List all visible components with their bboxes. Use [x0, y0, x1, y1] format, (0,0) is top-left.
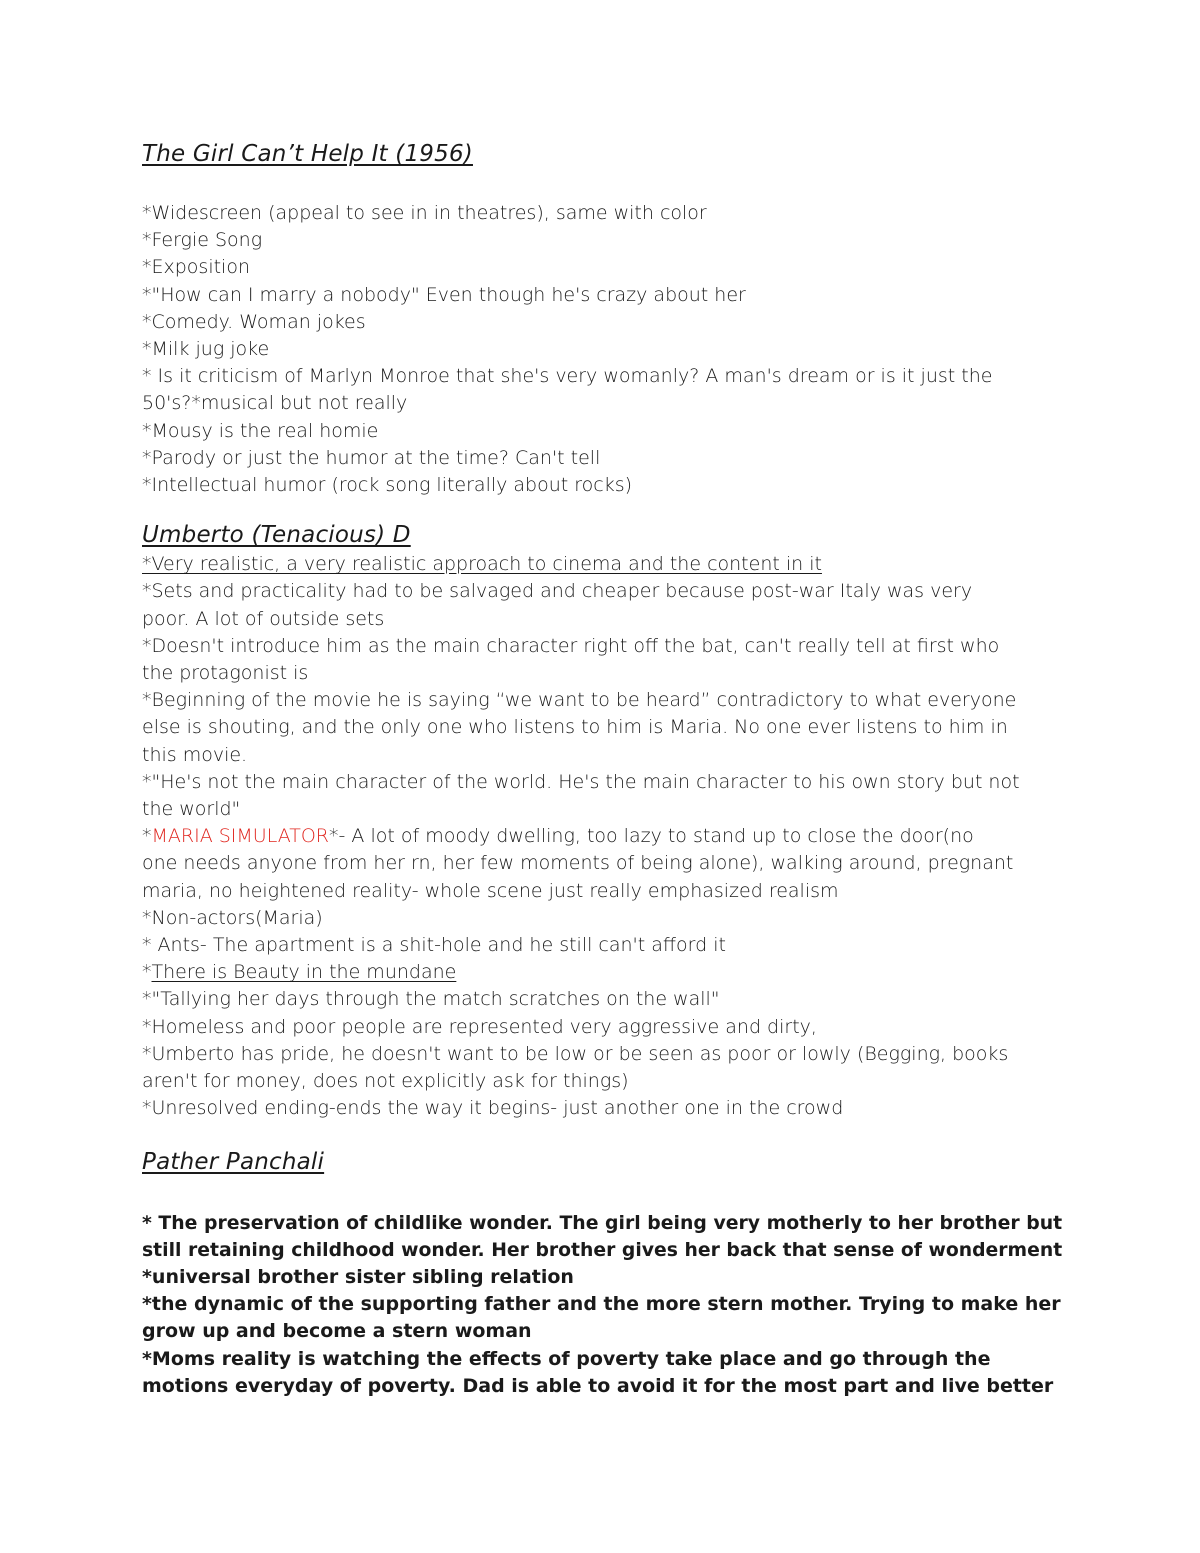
section-notes-girl-cant-help-it — [142, 200, 1062, 499]
note-line: *Sets and practicality had to be salvaged and cheaper because post-war Italy was very — [142, 580, 973, 603]
note-line-underlined: *Very realistic, a very realistic approach to cinema and the content in it — [142, 553, 822, 576]
note-line: *Non-actors(Maria) — [142, 906, 323, 929]
note-line: *Fergie Song — [142, 229, 263, 252]
note-line: *Umberto has pride, he doesn't want to be low or be seen as poor or lowly (Begging, books — [142, 1042, 1009, 1065]
note-line: grow up and become a stern woman — [142, 1320, 532, 1343]
note-line: *Mousy is the real homie — [142, 419, 379, 442]
note-line: *"Tallying her days through the match scratches on the wall" — [142, 988, 720, 1011]
note-line: *Unresolved ending-ends the way it begins- just another one in the crowd — [142, 1097, 844, 1120]
note-line: *Homeless and poor people are represented very aggressive and dirty, — [142, 1015, 817, 1038]
note-line: *Exposition — [142, 256, 251, 279]
note-line: aren't for money, does not explicitly ask for things) — [142, 1070, 629, 1093]
section-notes-pather-panchali — [142, 1210, 1062, 1400]
note-line: motions everyday of poverty. Dad is able to avoid it for the most part and live better — [142, 1374, 1054, 1397]
note-line: *"How can I marry a nobody" Even though he's crazy about her — [142, 283, 746, 306]
section-title-pather-panchali: Pather Panchali — [142, 1148, 325, 1175]
note-line: * The preservation of childlike wonder. The girl being very motherly to her brother but — [142, 1211, 1063, 1234]
maria-simulator-highlight: MARIA SIMULATOR — [151, 825, 330, 848]
note-line: else is shouting, and the only one who listens to him is Maria. No one ever listens to him in — [142, 716, 1008, 739]
section-notes-umberto-d — [142, 551, 1062, 1122]
note-line: *Milk jug joke — [142, 338, 270, 361]
note-line: one needs anyone from her rn, her few moments of being alone), walking around, pregnant — [142, 852, 1014, 875]
note-line: 50's?*musical but not really — [142, 392, 408, 415]
note-line: *Doesn't introduce him as the main character right off the bat, can't really tell at first who — [142, 634, 1000, 657]
asterisk: * — [142, 961, 152, 984]
note-line: the protagonist is — [142, 662, 309, 685]
note-line-beauty — [142, 959, 1062, 986]
note-line: this movie. — [142, 743, 248, 766]
note-line: *Intellectual humor (rock song literally about rocks) — [142, 474, 633, 497]
note-line: * Ants- The apartment is a shit-hole and he still can't afford it — [142, 934, 726, 957]
note-line: * Is it criticism of Marlyn Monroe that she's very womanly? A man's dream or is it just the — [142, 365, 993, 388]
note-line: *Beginning of the movie he is saying “we want to be heard” contradictory to what everyone — [142, 689, 1017, 712]
note-line: *Moms reality is watching the effects of poverty take place and go through the — [142, 1347, 991, 1370]
section-title-umberto-d: Umberto (Tenacious) D — [142, 522, 411, 549]
note-line: *universal brother sister sibling relation — [142, 1265, 574, 1288]
note-line-maria-simulator — [142, 823, 1062, 850]
note-line: *Comedy. Woman jokes — [142, 310, 366, 333]
note-text: - A lot of moody dwelling, too lazy to stand up to close the door(no — [338, 825, 974, 848]
asterisk: * — [142, 825, 152, 848]
note-line: still retaining childhood wonder. Her brother gives her back that sense of wonderment — [142, 1238, 1063, 1261]
note-line: poor. A lot of outside sets — [142, 607, 385, 630]
note-line: *Parody or just the humor at the time? Can't tell — [142, 446, 601, 469]
note-line: *"He's not the main character of the world. He's the main character to his own story but not — [142, 770, 1020, 793]
note-line: *Widescreen (appeal to see in in theatres), same with color — [142, 202, 707, 224]
asterisk: * — [329, 825, 339, 848]
note-line: *the dynamic of the supporting father and the more stern mother. Trying to make her — [142, 1293, 1061, 1316]
note-line: maria, no heightened reality- whole scene just really emphasized realism — [142, 879, 839, 902]
beauty-in-mundane-underlined: There is Beauty in the mundane — [151, 961, 457, 984]
document-page — [142, 138, 1062, 1400]
note-line: the world" — [142, 798, 241, 821]
section-title-girl-cant-help-it: The Girl Can’t Help It (1956) — [142, 141, 473, 167]
